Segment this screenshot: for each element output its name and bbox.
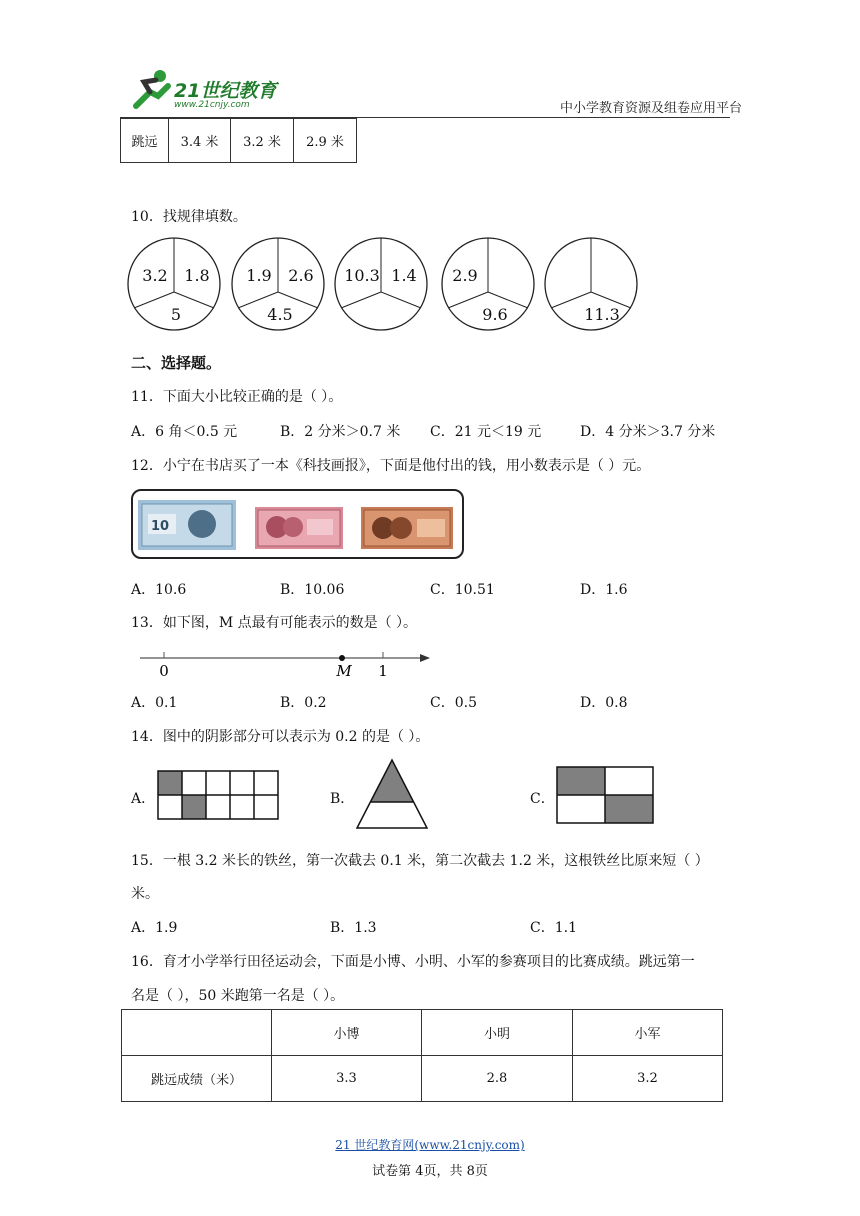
logo-text: 21世纪教育 bbox=[174, 80, 277, 102]
question-13: 13．如下图，M 点最有可能表示的数是（ ）。 bbox=[131, 615, 418, 631]
number-line bbox=[140, 646, 440, 680]
q14-label-c: C． bbox=[530, 791, 555, 807]
axis-one-label: 1 bbox=[378, 662, 388, 680]
axis-zero-label: 0 bbox=[159, 662, 169, 680]
circle-3-right: 1.4 bbox=[391, 266, 417, 285]
section-title: 二、选择题。 bbox=[131, 354, 222, 372]
table-cell: 3.2 bbox=[573, 1056, 723, 1102]
page-number: 试卷第 4页，共 8页 bbox=[372, 1164, 488, 1179]
table-header-cell bbox=[122, 1010, 272, 1056]
table-header-cell: 小博 bbox=[272, 1010, 422, 1056]
question-15-continued: 米。 bbox=[131, 886, 159, 902]
circle-4-bottom: 9.6 bbox=[482, 305, 508, 324]
circle-4 bbox=[442, 238, 534, 330]
question-16-continued: 名是（ ），50 米跑第一名是（ ）。 bbox=[131, 988, 345, 1004]
q11-option-b: B．2 分米＞0.7 米 bbox=[280, 424, 401, 440]
logo-url: www.21cnjy.com bbox=[174, 100, 250, 110]
q14-figure-b bbox=[355, 758, 429, 830]
table-cell: 3.3 bbox=[272, 1056, 422, 1102]
platform-name: 中小学教育资源及组卷应用平台 bbox=[560, 101, 743, 116]
circle-2 bbox=[232, 238, 324, 330]
banknote-5-jiao-image bbox=[361, 507, 453, 549]
q14-figure-a bbox=[157, 770, 281, 822]
circle-3 bbox=[335, 238, 427, 330]
q12-option-d: D．1.6 bbox=[580, 582, 628, 598]
circle-2-right: 2.6 bbox=[288, 266, 314, 285]
q14-label-b: B． bbox=[330, 791, 355, 807]
q13-option-d: D．0.8 bbox=[580, 695, 628, 711]
circle-5-bottom: 11.3 bbox=[584, 305, 620, 324]
footer-link[interactable]: 21 世纪教育网(www.21cnjy.com) bbox=[335, 1138, 525, 1152]
banknote-1-jiao-image bbox=[255, 507, 343, 549]
table-header-cell: 小军 bbox=[573, 1010, 723, 1056]
q11-option-a: A．6 角＜0.5 元 bbox=[131, 424, 238, 440]
table-cell: 3.4 米 bbox=[169, 119, 231, 163]
table-cell: 2.9 米 bbox=[294, 119, 357, 163]
circle-2-bottom: 4.5 bbox=[267, 305, 293, 324]
circle-1 bbox=[128, 238, 220, 330]
question-15: 15．一根 3.2 米长的铁丝，第一次截去 0.1 米，第二次截去 1.2 米，这根铁丝比原来短（ ） bbox=[131, 853, 709, 869]
circle-3-left: 10.3 bbox=[344, 266, 380, 285]
q13-option-b: B．0.2 bbox=[280, 695, 327, 711]
circle-1-left: 3.2 bbox=[142, 266, 168, 285]
table-cell: 3.2 米 bbox=[231, 119, 294, 163]
pattern-circles bbox=[126, 236, 646, 336]
question-11: 11．下面大小比较正确的是（ ）。 bbox=[131, 389, 343, 405]
question-16: 16．育才小学举行田径运动会，下面是小博、小明、小军的参赛项目的比赛成绩。跳远第一 bbox=[131, 954, 695, 970]
q15-option-c: C．1.1 bbox=[530, 920, 577, 936]
top-table bbox=[120, 118, 357, 163]
q13-option-c: C．0.5 bbox=[430, 695, 477, 711]
svg-text:10: 10 bbox=[150, 519, 170, 534]
q11-option-d: D．4 分米＞3.7 分米 bbox=[580, 424, 716, 440]
q12-option-b: B．10.06 bbox=[280, 582, 345, 598]
q15-option-a: A．1.9 bbox=[131, 920, 178, 936]
runner-logo-icon bbox=[128, 66, 178, 114]
banknote-10-yuan-image bbox=[138, 500, 236, 550]
q13-option-a: A．0.1 bbox=[131, 695, 178, 711]
logo bbox=[128, 66, 278, 116]
circle-2-left: 1.9 bbox=[246, 266, 272, 285]
question-14: 14．图中的阴影部分可以表示为 0.2 的是（ ）。 bbox=[131, 729, 430, 745]
circle-1-right: 1.8 bbox=[184, 266, 210, 285]
q15-option-b: B．1.3 bbox=[330, 920, 377, 936]
results-table bbox=[121, 1009, 723, 1102]
question-10: 10．找规律填数。 bbox=[131, 209, 247, 225]
question-12: 12．小宁在书店买了一本《科技画报》，下面是他付出的钱，用小数表示是（ ）元。 bbox=[131, 458, 651, 474]
circle-4-left: 2.9 bbox=[452, 266, 478, 285]
table-cell: 跳远成绩（米） bbox=[122, 1056, 272, 1102]
q12-option-c: C．10.51 bbox=[430, 582, 495, 598]
circle-1-bottom: 5 bbox=[170, 305, 182, 324]
q14-figure-c bbox=[556, 766, 654, 824]
table-cell: 跳远 bbox=[121, 119, 169, 163]
circle-5 bbox=[545, 238, 637, 330]
q11-option-c: C．21 元＜19 元 bbox=[430, 424, 542, 440]
q14-label-a: A． bbox=[131, 791, 156, 807]
axis-m-label: M bbox=[336, 662, 352, 680]
q12-option-a: A．10.6 bbox=[131, 582, 187, 598]
table-header-cell: 小明 bbox=[422, 1010, 573, 1056]
table-cell: 2.8 bbox=[422, 1056, 573, 1102]
